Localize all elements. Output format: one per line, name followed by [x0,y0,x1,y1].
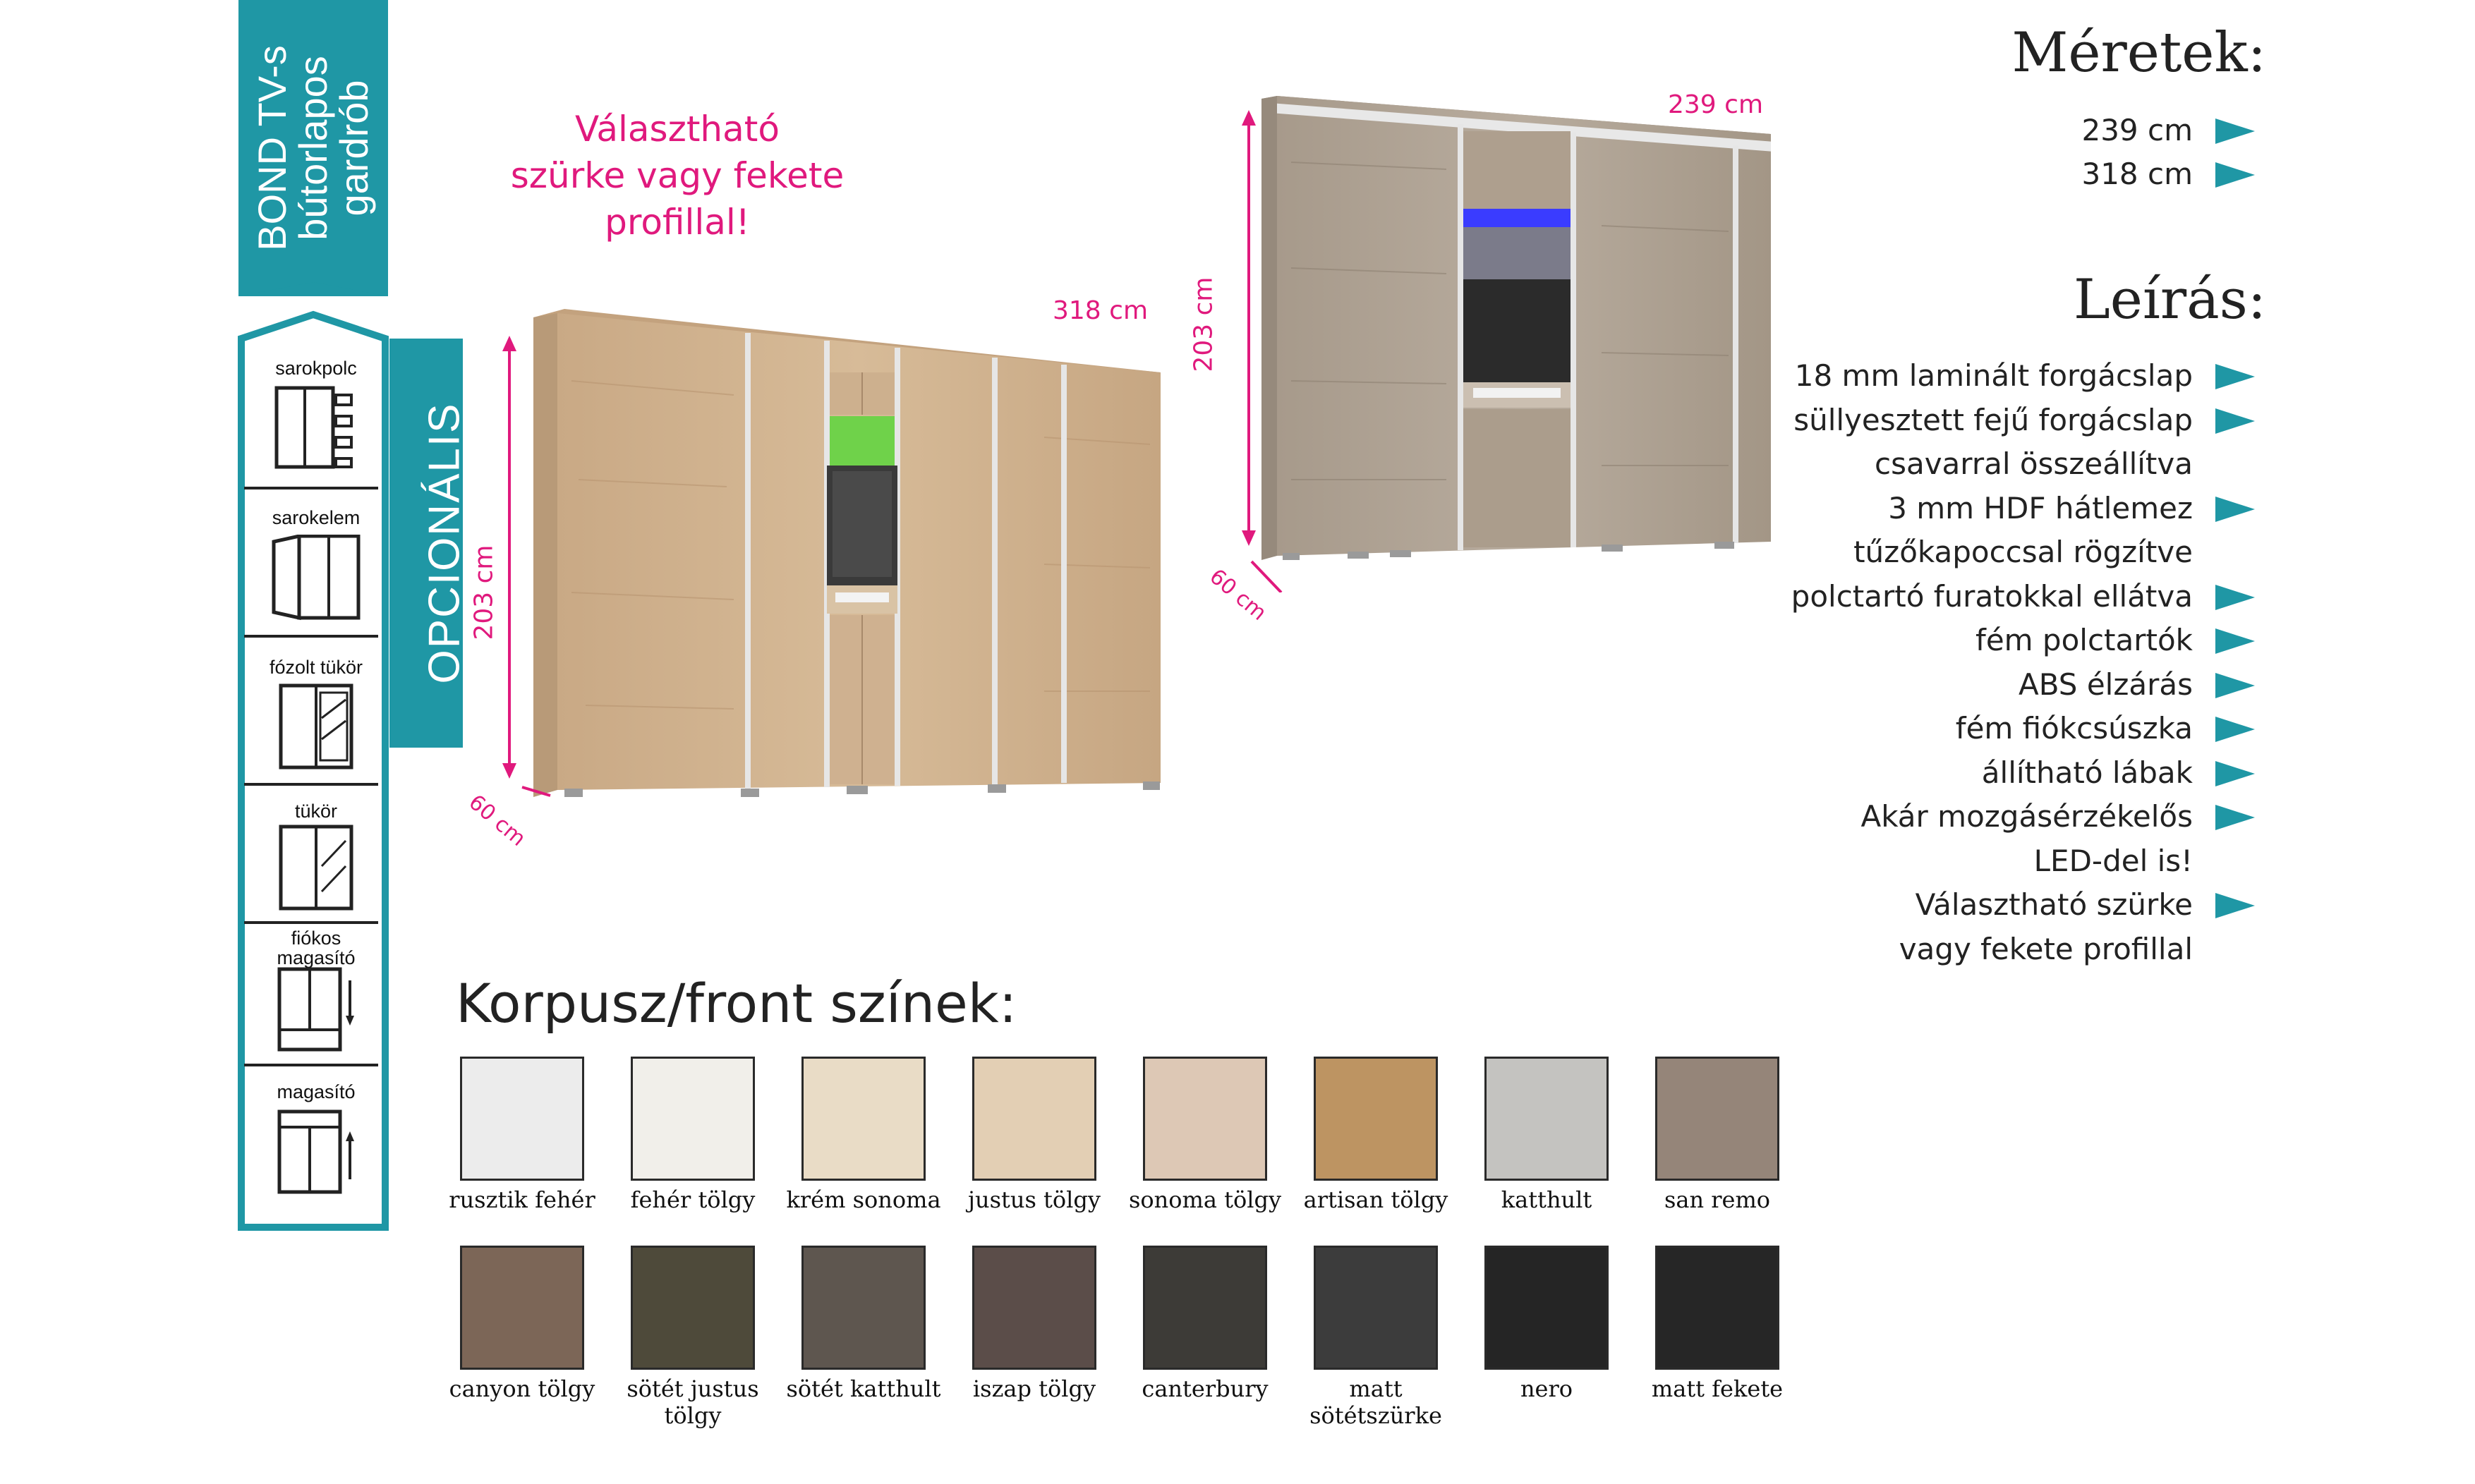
divider [244,921,378,924]
color-swatch[interactable] [460,1246,584,1370]
color-swatch-label: canterbury [1142,1375,1269,1402]
color-swatch-label: san remo [1664,1186,1771,1213]
corner-shelf-icon [274,385,358,473]
description-bullet-icon [2215,628,2255,654]
color-swatch[interactable] [1655,1057,1779,1181]
color-swatch-label: sonoma tölgy [1128,1186,1282,1213]
description-bullet-icon [2215,673,2255,698]
description-bullet-icon [2215,497,2255,522]
product-title-banner [238,0,388,296]
color-swatch-label: matt sötétszürke [1309,1375,1442,1429]
wardrobe-239-illustration [1178,85,1799,592]
description-line: LED-del is! [2033,843,2193,878]
description-line: 3 mm HDF hátlemez [1888,490,2193,525]
product-title-line: gardrób [332,80,376,217]
description-bullet-icon [2215,585,2255,610]
description-bullet-icon [2215,364,2255,389]
optional-item-label: magasító [277,1081,356,1102]
color-swatch-label: nero [1520,1375,1573,1402]
description-line: süllyesztett fejű forgácslap [1793,402,2193,437]
profile-note-line: profillal! [605,202,750,243]
color-swatch-label: matt fekete [1651,1375,1784,1402]
color-swatch[interactable] [631,1246,755,1370]
optional-title: OPCIONÁLIS [420,402,469,684]
color-swatch-label: fehér tölgy [630,1186,756,1213]
color-swatch-label: krém sonoma [786,1186,941,1213]
description-line: állítható lábak [1981,755,2193,790]
description-bullet-icon [2215,717,2255,742]
profile-note-line: szürke vagy fekete [510,155,845,196]
color-swatch[interactable] [801,1246,926,1370]
wardrobe-239-width: 239 cm [1668,90,1764,119]
drawer-extension-icon [277,966,361,1054]
color-swatch[interactable] [1314,1246,1438,1370]
color-swatch-label: sötét justus tölgy [627,1375,759,1429]
size-item: 239 cm [2081,113,2193,147]
description-line: tűzőkapoccsal rögzítve [1853,535,2193,569]
description-title: Leírás: [2074,268,2266,332]
color-swatch[interactable] [972,1246,1096,1370]
description-bullet-icon [2215,408,2255,434]
optional-item-label: sarokelem [272,507,361,528]
color-swatch-label: canyon tölgy [449,1375,595,1402]
profile-note [494,106,861,245]
optional-item-label: tükör [294,801,338,822]
color-swatch[interactable] [631,1057,755,1181]
product-title-line: bútorlapos [291,56,335,241]
product-title [252,7,375,289]
wardrobe-318-illustration [466,296,1199,860]
description-line: fém fiókcsúszka [1955,711,2193,746]
color-swatch[interactable] [1484,1057,1609,1181]
color-swatch-label: katthult [1501,1186,1592,1213]
description-bullet-icon [2215,761,2255,786]
wardrobe-239-depth: 60 cm [1204,564,1271,626]
optional-item-label: sarokpolc [275,358,357,379]
description-line: polctartó furatokkal ellátva [1791,578,2193,614]
description-line: ABS élzárás [2019,667,2193,702]
color-swatch-label: rusztik fehér [449,1186,595,1213]
colors-title: Korpusz/front színek: [456,972,1017,1035]
led-light [830,416,895,467]
wardrobe-318-width: 318 cm [1053,296,1149,325]
color-swatch-label: artisan tölgy [1303,1186,1448,1213]
description-line: 18 mm laminált forgácslap [1794,358,2193,393]
wardrobe-239-height: 203 cm [1189,276,1218,372]
framed-mirror-icon [278,683,356,770]
color-swatch-label: justus tölgy [968,1186,1101,1213]
mirror-icon [278,824,356,911]
color-swatch[interactable] [1314,1057,1438,1181]
corner-element-icon [271,535,363,622]
size-item: 318 cm [2081,157,2193,191]
size-bullet-icon [2215,118,2255,144]
description-line: csavarral összeállítva [1874,446,2193,481]
color-swatch[interactable] [1484,1246,1609,1370]
description-line: fém polctartók [1975,623,2193,657]
extension-icon [277,1109,361,1196]
color-swatch[interactable] [1655,1246,1779,1370]
description-line: Akár mozgásérzékelős [1860,799,2193,834]
color-swatch[interactable] [972,1057,1096,1181]
divider [244,783,378,786]
color-swatch[interactable] [460,1057,584,1181]
size-bullet-icon [2215,162,2255,188]
wardrobe-318-depth: 60 cm [464,790,531,851]
color-swatch-label: sötét katthult [786,1375,941,1402]
description-bullet-icon [2215,893,2255,918]
divider [244,487,378,489]
product-title-line: BOND TV-s [250,45,294,251]
color-swatch[interactable] [801,1057,926,1181]
divider [244,635,378,638]
sizes-title: Méretek: [2011,21,2266,85]
wardrobe-318-height: 203 cm [469,545,499,640]
optional-item-label: fiókos magasító [277,928,356,968]
divider [244,1064,378,1066]
profile-note-line: Választható [575,109,780,150]
banner-notch [238,282,388,310]
optional-item-label: fózolt tükör [269,657,363,678]
description-bullet-icon [2215,805,2255,830]
description-line: vagy fekete profillal [1899,931,2193,966]
color-swatch-label: iszap tölgy [972,1375,1096,1402]
color-swatch[interactable] [1143,1057,1267,1181]
color-swatch[interactable] [1143,1246,1267,1370]
description-line: Választható szürke [1915,887,2193,922]
